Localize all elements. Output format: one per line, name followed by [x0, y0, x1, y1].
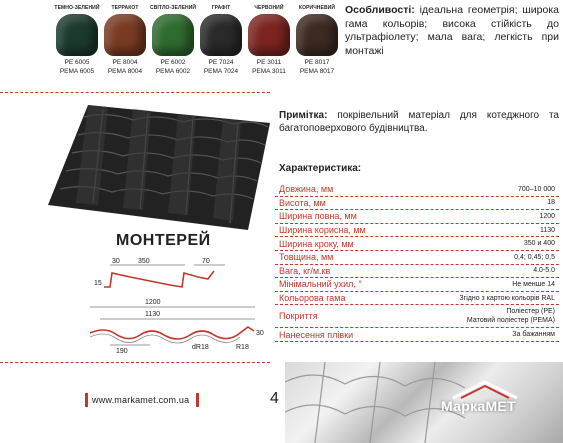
features-body: ідеальна геометрія; широка гама кольорів; висока стійкість до ультрафіолету; мала вага; легкість при монтажі [345, 4, 559, 57]
spec-value: 700–10 000 [518, 185, 555, 193]
swatch-code-pe: PE 8004 [112, 59, 138, 66]
characteristics-title: Характеристика: [279, 163, 362, 174]
table-row [275, 183, 559, 197]
table-row [275, 278, 559, 292]
dim-1130: 1130 [145, 311, 161, 318]
spec-key: Кольорова гама [279, 293, 346, 304]
spec-key: Нанесення плівки [279, 329, 354, 340]
swatch-code-pema: PEMA 7024 [203, 67, 239, 75]
dim-height-30: 30 [256, 330, 264, 337]
website-link[interactable]: www.markamet.com.ua [92, 395, 190, 405]
swatch-code-pema: PEMA 3011 [252, 67, 286, 75]
swatch-chip [56, 14, 98, 56]
swatch-code-pe: PE 3011 [256, 59, 282, 66]
table-row [275, 251, 559, 265]
swatch-chip [104, 14, 146, 56]
spec-key: Ширина кроку, мм [279, 238, 354, 249]
spec-value: 1130 [539, 226, 555, 234]
spec-key: Вага, кг/м.кв [279, 265, 331, 276]
swatch-name: СВІТЛО-ЗЕЛЕНИЙ [150, 5, 197, 11]
swatch-terracotta [102, 4, 148, 76]
spec-value: 18 [547, 199, 555, 207]
table-row [275, 328, 559, 342]
spec-value: За бажанням [512, 331, 555, 339]
page-number: 4 [270, 390, 279, 407]
spec-value [437, 307, 559, 325]
footer-divider [0, 362, 270, 363]
swatch-code-pema: PEMA 8004 [107, 67, 143, 75]
table-row [275, 292, 559, 306]
brand-name: МаркаМЕТ [441, 398, 516, 414]
spec-value-line2: Матовий поліестер (PEMA) [466, 317, 555, 325]
characteristics-table [275, 183, 559, 342]
swatch-name: ГРАФІТ [211, 5, 231, 11]
dim-30: 30 [112, 258, 120, 265]
roof-tile-image [48, 105, 270, 230]
dim-190: 190 [116, 348, 128, 355]
swatch-chip [248, 14, 290, 56]
divider [0, 92, 270, 94]
features-label: Особливості: [345, 4, 415, 16]
footer-accent-left [85, 393, 88, 407]
note-label: Примітка: [279, 110, 328, 121]
spec-key: Мінімальний ухил, ° [279, 279, 363, 290]
swatch-name: ЧЕРВОНИЙ [254, 5, 284, 11]
swatch-code-pe: PE 7024 [208, 59, 234, 66]
dim-70: 70 [202, 258, 210, 265]
dim-15: 15 [94, 280, 102, 287]
note-text [279, 110, 559, 135]
table-row [275, 305, 559, 328]
swatch-chip [296, 14, 338, 56]
swatch-brown [294, 4, 340, 76]
spec-key: Ширина корисна, мм [279, 225, 366, 236]
swatch-code-pema: PEMA 6005 [59, 67, 95, 75]
spec-key: Ширина повна, мм [279, 211, 357, 222]
table-row [275, 224, 559, 238]
spec-key: Товщина, мм [279, 252, 334, 263]
swatch-code-pe: PE 6005 [64, 59, 90, 66]
swatch-name: ТЕМНО-ЗЕЛЕНИЙ [54, 5, 100, 11]
spec-value: 0,4; 0,45; 0,5 [514, 253, 555, 261]
spec-value: 1200 [539, 212, 555, 220]
swatch-red [246, 4, 292, 76]
table-row [275, 265, 559, 279]
swatch-name: КОРИЧНЕВИЙ [298, 5, 336, 11]
spec-value: 350 и 400 [523, 240, 555, 248]
features-text [345, 4, 559, 58]
note-body: покрівельний матеріал для котеджного та багатоповерхового будівництва. [279, 110, 559, 134]
model-name: МОНТЕРЕЙ [116, 232, 211, 249]
profile-diagram [90, 255, 270, 355]
spec-value: 4.0-5.0 [533, 267, 555, 275]
color-swatches [54, 4, 340, 90]
swatch-graphite [198, 4, 244, 76]
swatch-chip [152, 14, 194, 56]
dim-1200: 1200 [145, 299, 161, 306]
swatch-name: ТЕРРАКОТ [111, 5, 139, 11]
swatch-code-pe: PE 6002 [160, 59, 186, 66]
table-row [275, 197, 559, 211]
spec-value: Згідно з картою кольорів RAL [459, 294, 555, 302]
spec-key: Покриття [279, 311, 318, 322]
table-row [275, 210, 559, 224]
swatch-dark-green [54, 4, 100, 76]
dim-r18: R18 [236, 344, 249, 351]
footer-accent-right [196, 393, 199, 407]
swatch-code-pema: PEMA 6002 [155, 67, 191, 75]
dim-dr18: dR18 [192, 344, 209, 351]
swatch-code-pe: PE 8017 [304, 59, 330, 66]
swatch-chip [200, 14, 242, 56]
table-row [275, 237, 559, 251]
dim-350: 350 [138, 258, 150, 265]
spec-key: Висота, мм [279, 197, 326, 208]
swatch-light-green [150, 4, 196, 76]
spec-value-line1: Поліестер (PE) [506, 308, 555, 316]
swatch-code-pema: PEMA 8017 [299, 67, 335, 75]
spec-value: Не менше 14 [512, 280, 555, 288]
spec-key: Довжина, мм [279, 184, 334, 195]
